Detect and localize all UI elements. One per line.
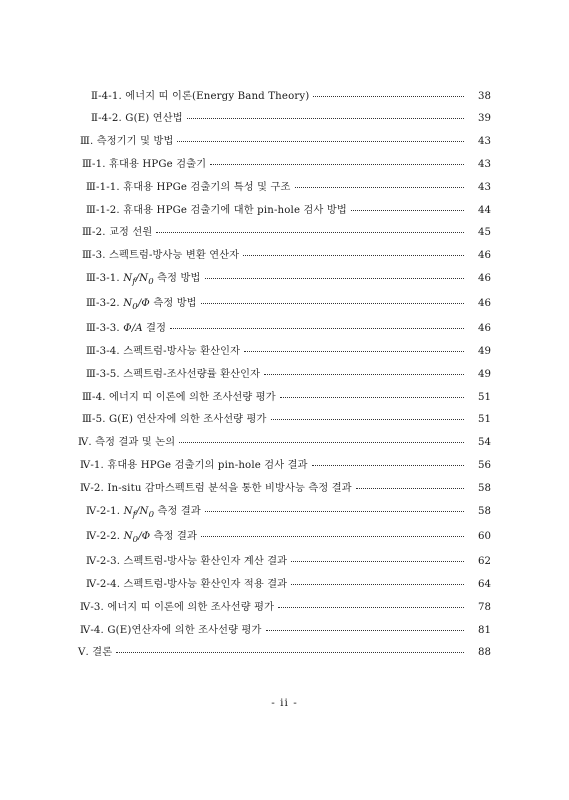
leader-dots xyxy=(266,630,464,631)
toc-entry-number: Ⅲ-3-1. xyxy=(86,273,124,284)
leader-dots xyxy=(264,374,464,375)
toc-entry-page: 58 xyxy=(478,483,491,494)
toc-entry-title: Ⅲ. 측정기기 및 방법 xyxy=(80,136,174,147)
leader-dots xyxy=(201,303,464,304)
toc-entry-page: 46 xyxy=(478,250,491,261)
toc-entry[interactable] xyxy=(80,621,491,636)
toc-entry-page: 43 xyxy=(478,159,491,170)
toc-entry-title: Ⅳ-2. In-situ 감마스펙트럼 분석을 통한 비방사능 측정 결과 xyxy=(80,483,352,494)
toc-entry-title: Ⅲ-1. 휴대용 HPGe 검출기 xyxy=(82,159,207,170)
toc-entry[interactable] xyxy=(86,201,491,216)
toc-entry-page: 88 xyxy=(478,647,491,658)
leader-dots xyxy=(295,187,464,188)
toc-entry[interactable] xyxy=(78,433,491,448)
toc-entry-title xyxy=(86,294,197,312)
toc-entry-title: Ⅲ-4. 에너지 띠 이론에 의한 조사선량 평가 xyxy=(82,392,276,403)
toc-entry[interactable] xyxy=(86,527,491,545)
toc-entry[interactable] xyxy=(78,643,491,658)
toc-entry-title: Ⅲ-3-4. 스펙트럼-방사능 환산인자 xyxy=(86,346,241,357)
leader-dots xyxy=(210,164,464,165)
leader-dots xyxy=(291,584,464,585)
toc-entry-title: Ⅱ-4-1. 에너지 띠 이론(Energy Band Theory) xyxy=(91,91,310,102)
toc-entry[interactable] xyxy=(82,223,491,238)
toc-entry[interactable] xyxy=(91,109,491,124)
leader-dots xyxy=(271,419,464,420)
toc-entry-text: 측정 방법 xyxy=(149,298,197,309)
toc-entry[interactable] xyxy=(86,319,491,334)
toc-entry-page: 46 xyxy=(478,298,491,309)
toc-entry-number: Ⅲ-3-2. xyxy=(86,298,124,309)
toc-entry-title: Ⅳ-4. G(E)연산자에 의한 조사선량 평가 xyxy=(80,625,262,636)
toc-entry-title: Ⅲ-3. 스펙트럼-방사능 변환 연산자 xyxy=(82,250,240,261)
math-expression: Φ/A xyxy=(123,323,143,334)
toc-entry-page: 49 xyxy=(478,346,491,357)
toc-entry-page: 54 xyxy=(478,437,491,448)
page-number-footer: - ii - xyxy=(271,697,298,709)
toc-entry-page: 43 xyxy=(478,182,491,193)
toc-entry-title: Ⅱ-4-2. G(E) 연산법 xyxy=(91,113,183,124)
leader-dots xyxy=(351,210,464,211)
toc-entry-text: 결정 xyxy=(142,323,167,334)
toc-entry-page: 81 xyxy=(478,625,491,636)
toc-entry[interactable] xyxy=(86,294,491,312)
leader-dots xyxy=(280,397,464,398)
leader-dots xyxy=(205,511,464,512)
toc-entry-title: Ⅴ. 결론 xyxy=(78,647,113,658)
leader-dots xyxy=(177,141,464,142)
toc-entry[interactable] xyxy=(91,87,491,102)
toc-entry-page: 51 xyxy=(478,392,491,403)
toc-entry[interactable] xyxy=(82,246,491,261)
leader-dots xyxy=(170,328,464,329)
toc-entry-page: 44 xyxy=(478,205,491,216)
leader-dots xyxy=(179,442,464,443)
math-expression: $N_f/N_0$ xyxy=(123,506,155,521)
toc-entry-title xyxy=(86,319,166,334)
leader-dots xyxy=(243,255,464,256)
math-expression: $N_f/N_0$ xyxy=(123,273,154,288)
toc-entry[interactable] xyxy=(86,502,491,520)
toc-entry[interactable] xyxy=(82,410,491,425)
toc-entry-title xyxy=(86,269,201,287)
leader-dots xyxy=(156,232,464,233)
toc-entry-text: 측정 결과 xyxy=(154,506,201,517)
toc-entry-page: 45 xyxy=(478,227,491,238)
leader-dots xyxy=(312,465,464,466)
toc-entry-title: Ⅳ-2-4. 스펙트럼-방사능 환산인자 적용 결과 xyxy=(86,579,288,590)
toc-entry-page: 43 xyxy=(478,136,491,147)
toc-entry-title: Ⅲ-1-2. 휴대용 HPGe 검출기에 대한 pin-hole 검사 방법 xyxy=(86,205,347,216)
toc-entry[interactable] xyxy=(80,598,491,613)
toc-entry-page: 60 xyxy=(478,531,491,542)
toc-entry[interactable] xyxy=(86,269,491,287)
toc-entry[interactable] xyxy=(86,575,491,590)
toc-entry-page: 64 xyxy=(478,579,491,590)
toc-entry-text: 측정 결과 xyxy=(150,531,198,542)
toc-entry[interactable] xyxy=(80,456,491,471)
leader-dots xyxy=(201,536,464,537)
leader-dots xyxy=(278,607,464,608)
toc-entry-title: Ⅲ-1-1. 휴대용 HPGe 검출기의 특성 및 구조 xyxy=(86,182,291,193)
toc-entry[interactable] xyxy=(86,178,491,193)
leader-dots xyxy=(313,96,464,97)
toc-entry[interactable] xyxy=(80,132,491,147)
toc-entry[interactable] xyxy=(86,365,491,380)
toc-entry-title: Ⅲ-5. G(E) 연산자에 의한 조사선량 평가 xyxy=(82,414,267,425)
toc-entry-title xyxy=(86,502,201,520)
toc-entry-text: 측정 방법 xyxy=(153,273,201,284)
leader-dots xyxy=(291,561,464,562)
toc-entry-title: Ⅳ-3. 에너지 띠 이론에 의한 조사선량 평가 xyxy=(80,602,275,613)
toc-entry-page: 49 xyxy=(478,369,491,380)
toc-entry-page: 46 xyxy=(478,323,491,334)
math-expression: $N_0/\Phi$ xyxy=(123,531,151,546)
toc-entry[interactable] xyxy=(82,155,491,170)
toc-entry-title: Ⅲ-3-5. 스펙트럼-조사선량률 환산인자 xyxy=(86,369,261,380)
toc-entry-page: 51 xyxy=(478,414,491,425)
toc-entry-title: Ⅳ-1. 휴대용 HPGe 검출기의 pin-hole 검사 결과 xyxy=(80,460,308,471)
leader-dots xyxy=(356,488,464,489)
toc-entry[interactable] xyxy=(82,388,491,403)
toc-entry-page: 39 xyxy=(478,113,491,124)
toc-entry-page: 46 xyxy=(478,273,491,284)
toc-entry-page: 38 xyxy=(478,91,491,102)
toc-entry-title: Ⅳ-2-3. 스펙트럼-방사능 환산인자 계산 결과 xyxy=(86,556,288,567)
leader-dots xyxy=(244,351,464,352)
toc-entry-title: Ⅲ-2. 교정 선원 xyxy=(82,227,153,238)
toc-entry-title: Ⅳ. 측정 결과 및 논의 xyxy=(78,437,176,448)
toc-entry-number: Ⅳ-2-1. xyxy=(86,506,124,517)
toc-entry-page: 58 xyxy=(478,506,491,517)
toc-entry-title xyxy=(86,527,197,545)
toc-entry-number: Ⅳ-2-2. xyxy=(86,531,124,542)
leader-dots xyxy=(187,118,464,119)
leader-dots xyxy=(116,652,464,653)
math-expression: $N_0/\Phi$ xyxy=(123,298,150,313)
toc-entry[interactable] xyxy=(86,552,491,567)
toc-entry[interactable] xyxy=(80,479,491,494)
toc-entry-number: Ⅲ-3-3. xyxy=(86,323,124,334)
leader-dots xyxy=(205,278,464,279)
toc-entry-page: 62 xyxy=(478,556,491,567)
toc-entry-page: 78 xyxy=(478,602,491,613)
toc-entry[interactable] xyxy=(86,342,491,357)
toc-entry-page: 56 xyxy=(478,460,491,471)
